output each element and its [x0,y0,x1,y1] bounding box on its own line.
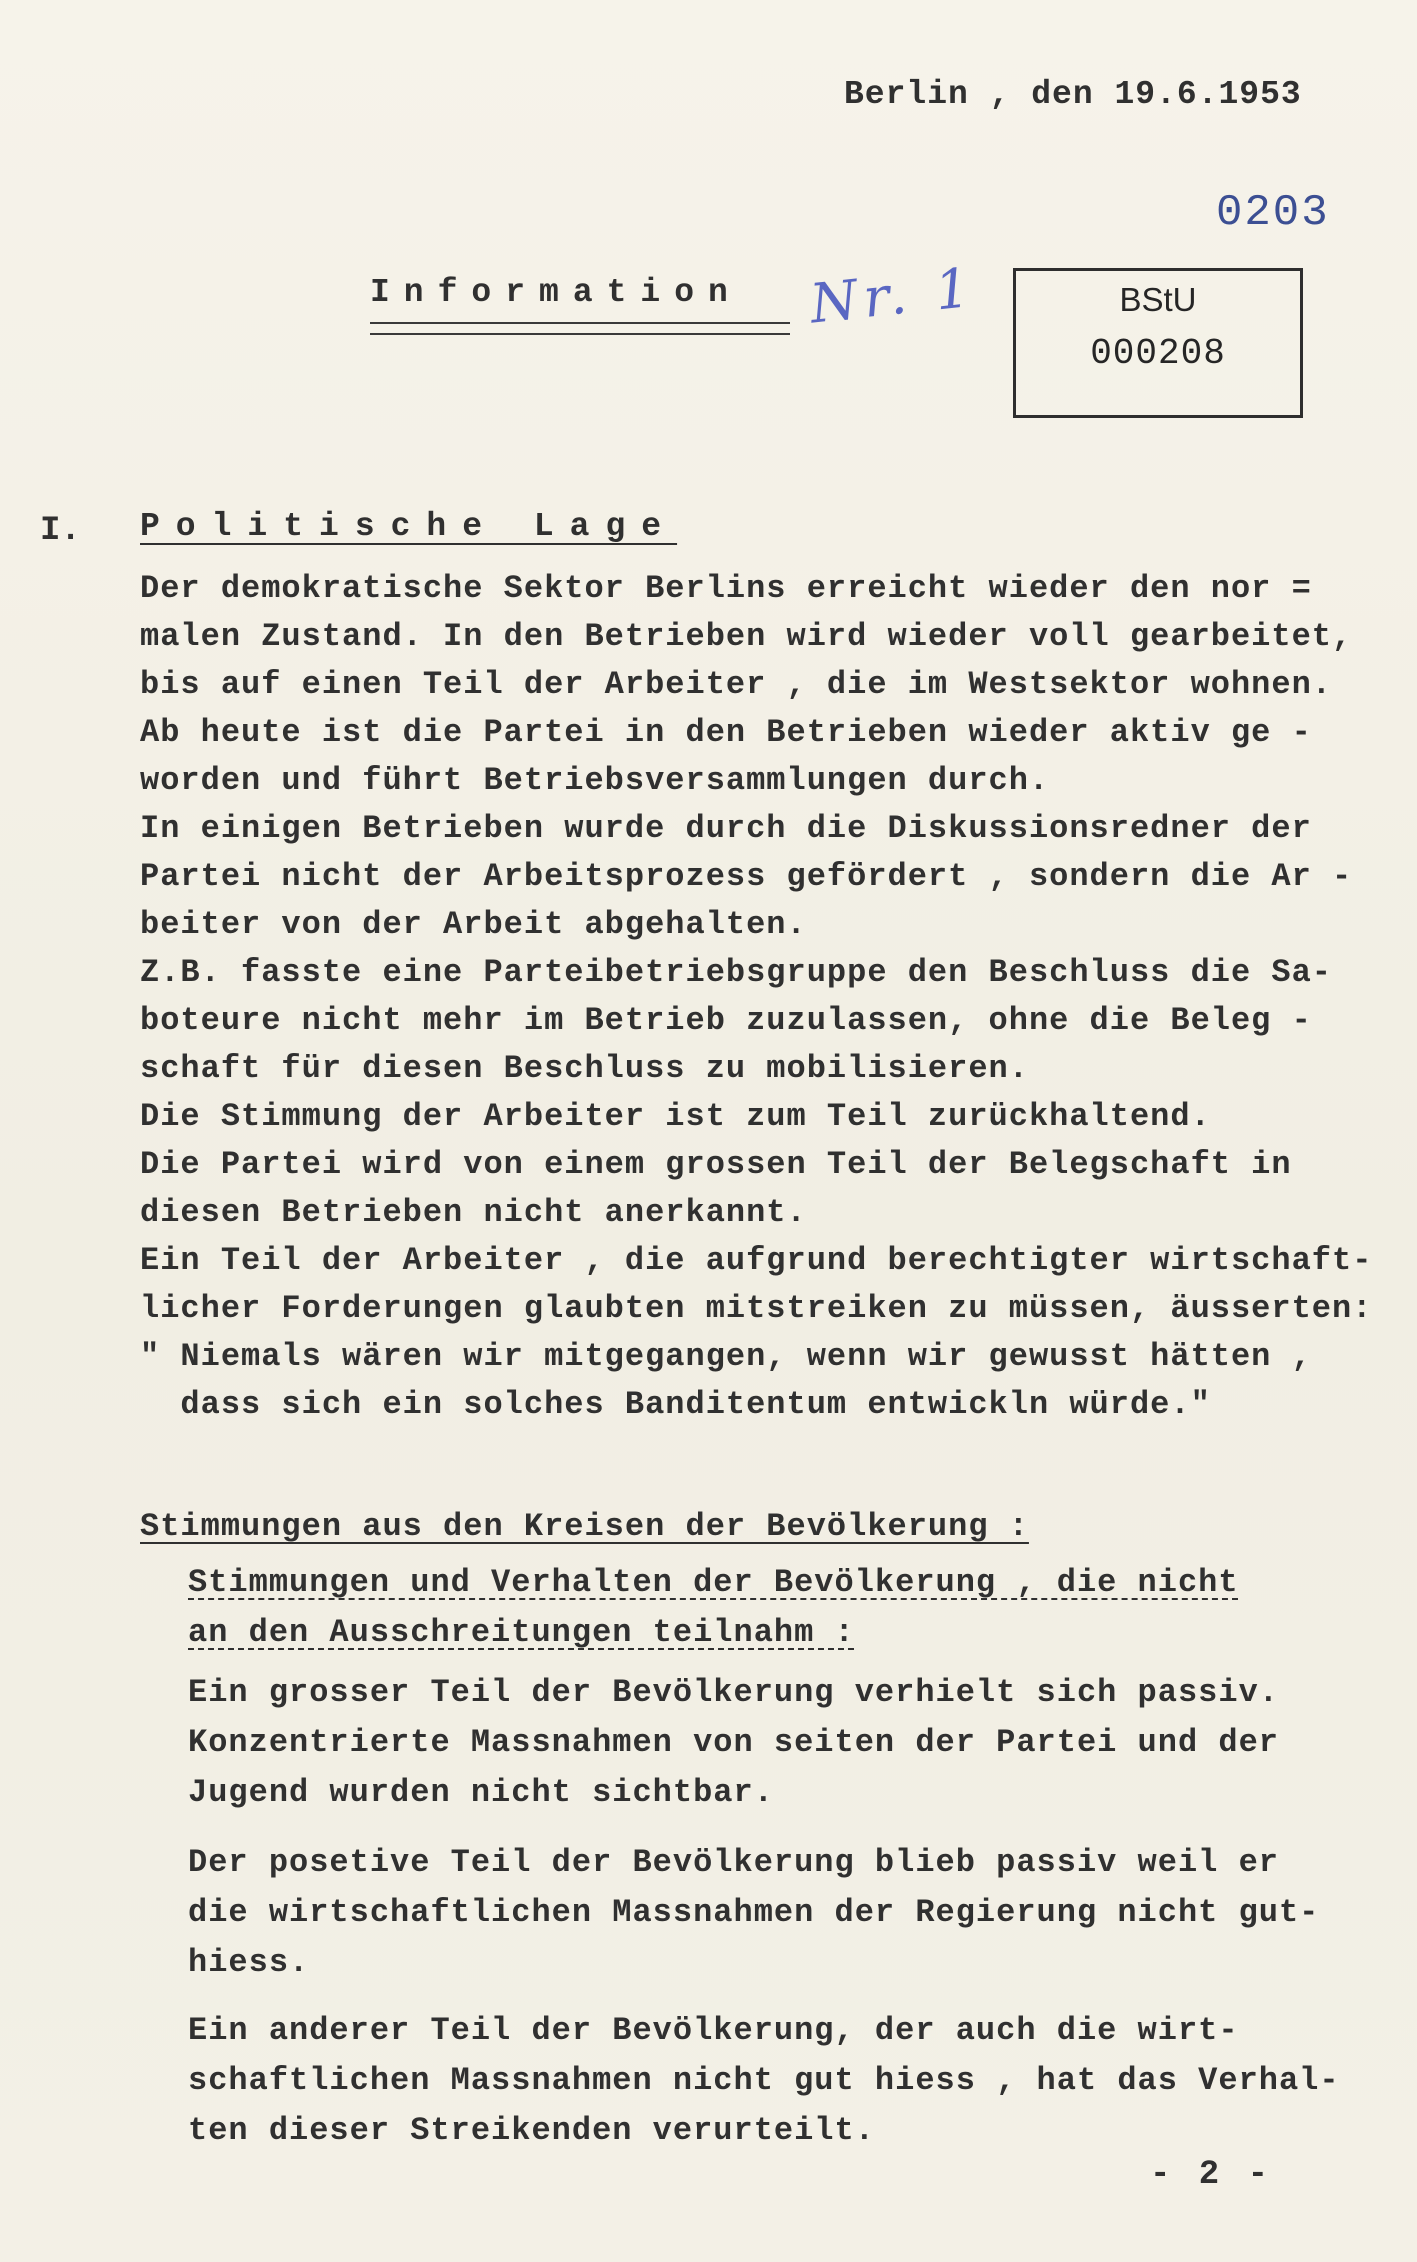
body-line: diesen Betrieben nicht anerkannt. [140,1194,807,1231]
subsection-heading: Stimmungen aus den Kreisen der Bevölkerung : [140,1508,1029,1545]
stamp-label: BStU [1119,281,1197,318]
body-line: In einigen Betrieben wurde durch die Diskussionsredner der [140,810,1312,847]
body-line: Jugend wurden nicht sichtbar. [188,1774,774,1811]
section-body [140,565,1372,1429]
page-number: - 2 - [1150,2156,1273,2194]
section-number: I. [40,512,81,550]
section-title: Politische Lage [140,508,678,545]
body-line: Die Partei wird von einem grossen Teil der Belegschaft in [140,1146,1292,1183]
body-line: schaftlichen Massnahmen nicht gut hiess , hat das Verhal- [188,2062,1340,2099]
document-title: Information [370,274,742,311]
body-line: licher Forderungen glaubten mitstreiken zu müssen, äusserten: [140,1290,1373,1327]
archive-stamp [1013,268,1303,418]
body-line: Ein Teil der Arbeiter , die aufgrund berechtigter wirtschaft- [140,1242,1373,1279]
document-number: 0203 [1216,188,1330,238]
body-line: Ein anderer Teil der Bevölkerung, der auch die wirt- [188,2012,1239,2049]
body-line: schaft für diesen Beschluss zu mobilisieren. [140,1050,1029,1087]
body-line: hiess. [188,1944,310,1981]
body-line: Z.B. fasste eine Parteibetriebsgruppe den Beschluss die Sa- [140,954,1332,991]
body-line: bis auf einen Teil der Arbeiter , die im Westsektor wohnen. [140,666,1332,703]
body-line: beiter von der Arbeit abgehalten. [140,906,807,943]
stamp-number: 000208 [1090,333,1226,374]
subsection-paragraph-1 [188,1668,1279,1818]
body-line: dass sich ein solches Banditentum entwickln würde." [140,1386,1211,1423]
body-line: Der posetive Teil der Bevölkerung blieb passiv weil er [188,1844,1279,1881]
body-line: worden und führt Betriebsversammlungen durch. [140,762,1050,799]
subsection-paragraph-3 [188,2006,1340,2156]
subheading-line: an den Ausschreitungen teilnahm : [188,1614,855,1651]
body-line: ten dieser Streikenden verurteilt. [188,2112,875,2149]
handwritten-number: Nr. 1 [807,255,979,336]
body-line: Ab heute ist die Partei in den Betrieben wieder aktiv ge - [140,714,1312,751]
body-line: Ein grosser Teil der Bevölkerung verhielt sich passiv. [188,1674,1279,1711]
subsection-subheading [188,1558,1239,1658]
body-line: Partei nicht der Arbeitsprozess gefördert , sondern die Ar - [140,858,1353,895]
body-line: die wirtschaftlichen Massnahmen der Regierung nicht gut- [188,1894,1320,1931]
place-date: Berlin , den 19.6.1953 [844,76,1302,113]
body-line: Konzentrierte Massnahmen von seiten der Partei und der [188,1724,1279,1761]
title-double-underline [370,322,790,335]
body-line: malen Zustand. In den Betrieben wird wieder voll gearbeitet, [140,618,1353,655]
body-line: " Niemals wären wir mitgegangen, wenn wir gewusst hätten , [140,1338,1312,1375]
body-line: Der demokratische Sektor Berlins erreicht wieder den nor = [140,570,1312,607]
body-line: Die Stimmung der Arbeiter ist zum Teil zurückhaltend. [140,1098,1211,1135]
body-line: boteure nicht mehr im Betrieb zuzulassen, ohne die Beleg - [140,1002,1312,1039]
subsection-paragraph-2 [188,1838,1319,1988]
subheading-line: Stimmungen und Verhalten der Bevölkerung , die nicht [188,1564,1239,1601]
